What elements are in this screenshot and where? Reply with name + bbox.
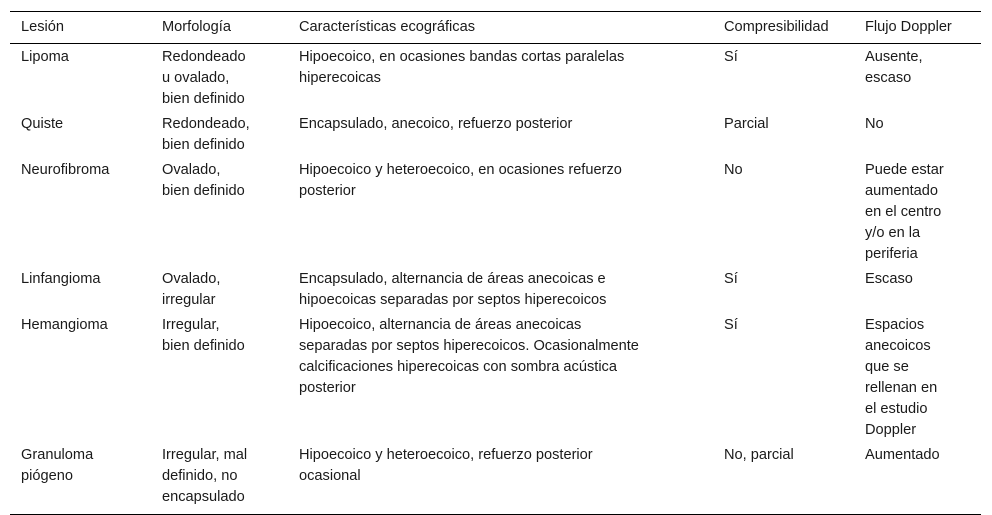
table-row: [10, 267, 981, 313]
table-row: [10, 44, 981, 113]
cell-morphology: Redondeado, bien definido: [162, 116, 250, 153]
cell-morphology: Ovalado, bien definido: [162, 162, 245, 199]
table-container: [10, 11, 981, 515]
cell-features: Hipoecoico, en ocasiones bandas cortas paralelas hiperecoicas: [299, 49, 625, 86]
header-lesion: Lesión: [10, 12, 151, 44]
table-row: [10, 313, 981, 443]
cell-lesion: Granuloma piógeno: [10, 443, 151, 515]
cell-doppler: Aumentado: [854, 443, 981, 515]
table-body: [10, 44, 981, 515]
cell-morphology: Ovalado, irregular: [162, 271, 221, 308]
cell-lesion: Linfangioma: [21, 271, 101, 287]
cell-morphology: Irregular, bien definido: [162, 317, 245, 354]
cell-lesion: Neurofibroma: [21, 162, 110, 178]
cell-compressibility: No: [724, 162, 743, 178]
table-row: [10, 158, 981, 267]
lesion-comparison-table: [10, 11, 981, 515]
cell-lesion: Hemangioma: [21, 317, 108, 333]
cell-compressibility: Sí: [724, 49, 738, 65]
cell-morphology: Redondeado u ovalado, bien definido: [162, 49, 246, 107]
table-row: [10, 112, 981, 158]
cell-morphology: Irregular, mal definido, no encapsulado: [151, 443, 288, 515]
cell-doppler: Ausente, escaso: [865, 49, 923, 86]
cell-doppler: Escaso: [865, 271, 913, 287]
cell-compressibility: No, parcial: [713, 443, 854, 515]
cell-features: Hipoecoico y heteroecoico, en ocasiones refuerzo posterior: [299, 162, 622, 199]
cell-features: Hipoecoico, alternancia de áreas anecoicas separadas por septos hiperecoicos. Ocasionalmente calcificaciones hiperecoicas con sombra acústica posterior: [299, 317, 639, 396]
cell-features: Hipoecoico y heteroecoico, refuerzo posterior ocasional: [288, 443, 713, 515]
cell-doppler: Puede estar aumentado en el centro y/o en la periferia: [865, 162, 944, 262]
header-morphology: Morfología: [151, 12, 288, 44]
header-ultrasound-features: Características ecográficas: [288, 12, 713, 44]
cell-compressibility: Sí: [724, 271, 738, 287]
header-row: [10, 12, 981, 44]
table-header: [10, 12, 981, 44]
cell-features: Encapsulado, anecoico, refuerzo posterior: [299, 116, 573, 132]
cell-compressibility: Sí: [724, 317, 738, 333]
cell-doppler: No: [865, 116, 884, 132]
cell-doppler: Espacios anecoicos que se rellenan en el estudio Doppler: [865, 317, 938, 438]
cell-lesion: Lipoma: [21, 49, 69, 65]
cell-features: Encapsulado, alternancia de áreas anecoicas e hipoecoicas separadas por septos hiperecoicos: [299, 271, 607, 308]
header-doppler-flow: Flujo Doppler: [854, 12, 981, 44]
cell-lesion: Quiste: [21, 116, 64, 132]
header-compressibility: Compresibilidad: [713, 12, 854, 44]
cell-compressibility: Parcial: [724, 116, 769, 132]
table-row: [10, 443, 981, 515]
